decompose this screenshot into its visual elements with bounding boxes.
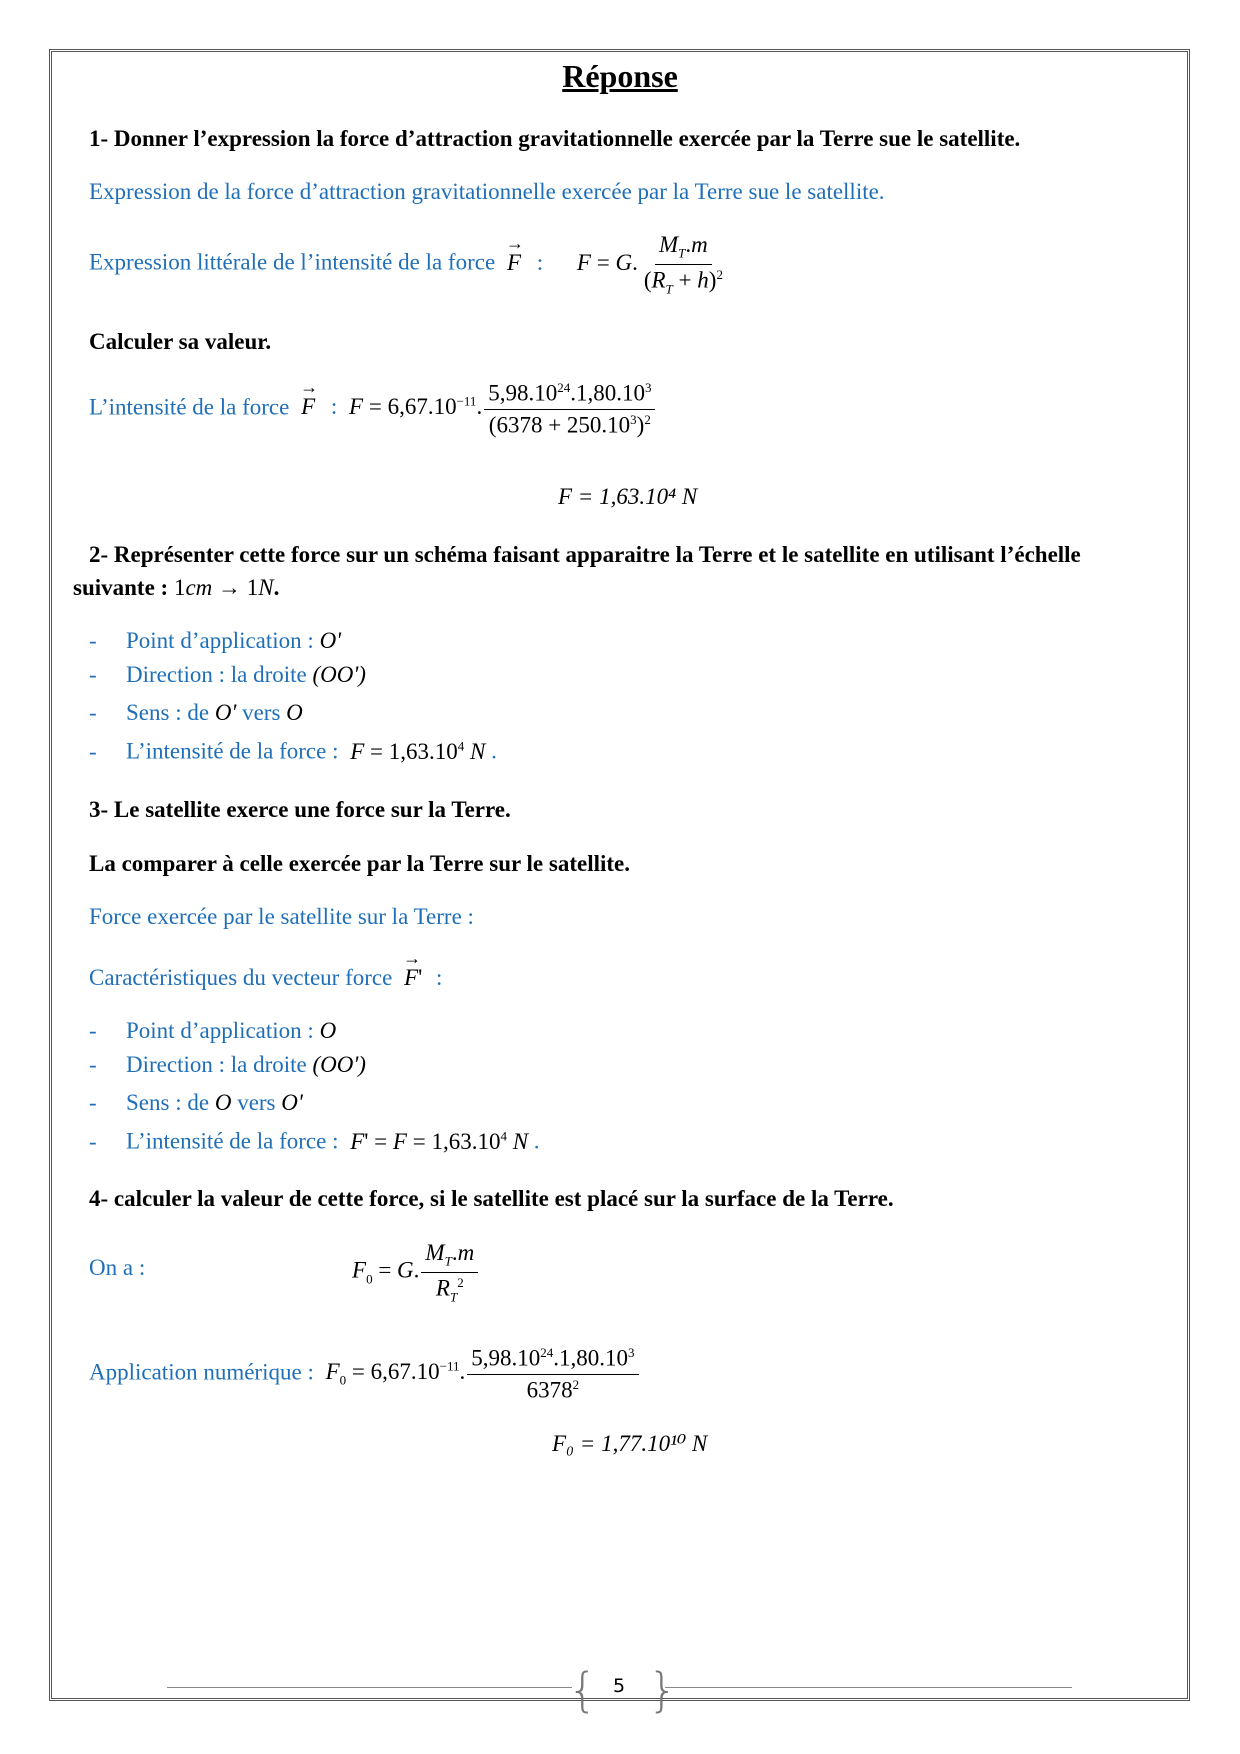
scale-expression: 1cm → 1N	[173, 575, 274, 600]
footer-brace-left: {	[568, 1663, 598, 1717]
q4-on-a: On a :	[89, 1255, 146, 1280]
q3-item-sens: - Sens : de O vers O'	[89, 1090, 303, 1115]
q1-formula: F = G. $\frac{M_T.m}{(R_T + h)^2}$	[576, 232, 723, 296]
footer-brace-right: }	[648, 1663, 678, 1717]
question-2-suffix: suivante :	[73, 575, 169, 600]
sens-from: O	[214, 1090, 232, 1115]
point-value: O	[319, 1018, 337, 1043]
direction-label: Direction : la droite	[126, 662, 307, 687]
q4-numeric-application: $F_0 = 6,67.10^{-11}$. $\frac{5,98.10^{24}.1,80.10^3}{6378^2}$	[326, 1359, 641, 1384]
q3-carac-line: Caractéristiques du vecteur force → F' :	[89, 965, 442, 991]
sens-to: O	[286, 700, 303, 725]
page-title: Réponse	[562, 58, 678, 94]
footer-line-left	[167, 1687, 572, 1688]
q1-calc-title: Calculer sa valeur.	[89, 329, 272, 354]
q2-item-point: - Point d’application : O'	[89, 628, 342, 653]
q1-intensity-label: L’intensité de la force	[89, 394, 290, 420]
q4-result: F₀ = 1,77.10¹⁰ N	[552, 1431, 708, 1456]
sens-to: O'	[281, 1090, 303, 1115]
direction-value: (OO')	[312, 662, 366, 687]
q2-item-intensity: - L’intensité de la force : $F = 1,63.10^4$ N .	[89, 738, 497, 764]
question-2-line2: suivante : 1cm → 1N.	[73, 575, 280, 600]
force-vector-prime-symbol: → F	[404, 965, 418, 991]
q2-item-sens: - Sens : de O' vers O	[89, 700, 303, 725]
q1-intensity-line: L’intensité de la force → F : $F = 6,67.10^{-11}$. $\frac{5,98.10^{24}.1,80.10^3}{(6378 + 250.10^3)^2}$	[89, 380, 657, 438]
direction-value: (OO')	[312, 1052, 366, 1077]
force-vector-symbol: → F	[301, 394, 315, 420]
question-2-line1: 2- Représenter cette force sur un schéma faisant apparaitre la Terre et le satellite en utilisant l’échelle	[89, 542, 1081, 567]
q4-application-line	[89, 1345, 641, 1403]
intensity-label: L’intensité de la force :	[126, 738, 339, 764]
q1-litteral-label: Expression littérale de l’intensité de la force	[89, 249, 496, 275]
point-label: Point d’application :	[126, 1018, 314, 1043]
q3-force-label: Force exercée par le satellite sur la Terre :	[89, 904, 474, 929]
sens-label: Sens : de	[126, 700, 210, 725]
q3-item-intensity: - L’intensité de la force : $F' = F = 1,63.10^4$ N .	[89, 1128, 540, 1154]
page-number: 5	[613, 1675, 626, 1697]
question-4: 4- calculer la valeur de cette force, si le satellite est placé sur la surface de la Terre.	[89, 1186, 894, 1211]
q1-litteral-line: Expression littérale de l’intensité de la force → F : F = G. $\frac{M_T.m}{(R_T + h)^2}$	[89, 232, 729, 297]
q1-numeric-application: $F = 6,67.10^{-11}$. $\frac{5,98.10^{24}.1,80.10^3}{(6378 + 250.10^3)^2}$	[349, 394, 657, 419]
point-label: Point d’application :	[126, 628, 314, 653]
force-vector-symbol: → F	[507, 250, 521, 276]
question-3-compare: La comparer à celle exercée par la Terre sur le satellite.	[89, 851, 630, 876]
question-3: 3- Le satellite exerce une force sur la Terre.	[89, 797, 511, 822]
q3-item-point: - Point d’application : O	[89, 1018, 337, 1043]
q1-result: F = 1,63.10⁴ N	[558, 484, 698, 509]
sens-vers: vers	[242, 700, 281, 725]
sens-from: O'	[214, 700, 237, 725]
footer-line-right	[665, 1687, 1072, 1688]
point-value: O'	[319, 628, 342, 653]
direction-label: Direction : la droite	[126, 1052, 307, 1077]
intensity-label: L’intensité de la force :	[126, 1128, 339, 1154]
carac-label: Caractéristiques du vecteur force	[89, 965, 393, 990]
q1-expression-intro: Expression de la force d’attraction gravitationnelle exercée par la Terre sue le satellite.	[89, 179, 885, 204]
q4-formula: $F_0 = G$. $\frac{M_T.m}{R_T^2}$	[352, 1240, 480, 1305]
q2-item-direction: - Direction : la droite (OO')	[89, 662, 366, 687]
question-1: 1- Donner l’expression la force d’attraction gravitationnelle exercée par la Terre sue le satellite.	[89, 126, 1021, 151]
application-label: Application numérique :	[89, 1359, 314, 1385]
q3-item-direction: - Direction : la droite (OO')	[89, 1052, 366, 1077]
sens-label: Sens : de	[126, 1090, 210, 1115]
sens-vers: vers	[237, 1090, 276, 1115]
